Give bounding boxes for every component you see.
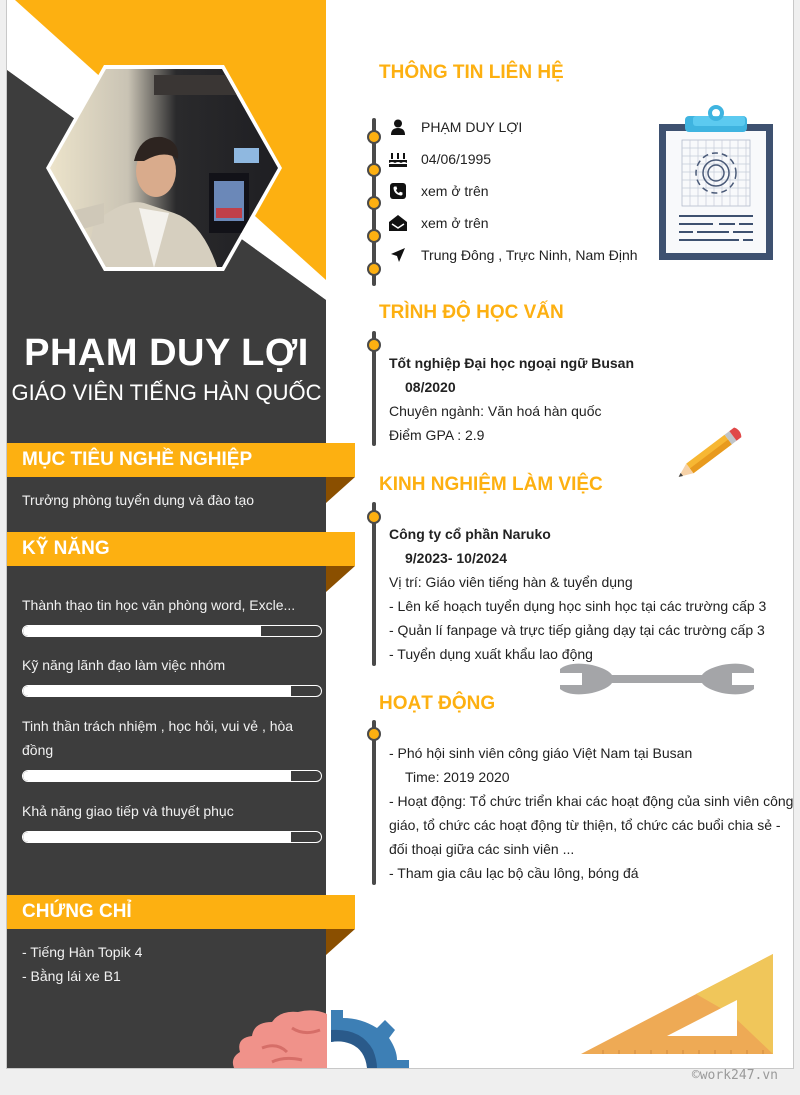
education-date: 08/2020 [405, 379, 456, 395]
contact-address-row [389, 243, 638, 267]
contact-name-row [389, 115, 522, 139]
location-arrow-icon [389, 246, 407, 264]
avatar [44, 63, 284, 278]
education-major: Chuyên ngành: Văn hoá hàn quốc [389, 403, 602, 419]
skill-label: Thành thạo tin học văn phòng word, Excle... [22, 597, 296, 613]
education-school: Tốt nghiệp Đại học ngoại ngữ Busan [389, 355, 635, 371]
timeline-line [372, 720, 376, 885]
contact-email-row [389, 211, 489, 235]
activity-line: - Hoạt động: Tổ chức triển khai các hoạt động của sinh viên công giáo, tổ chức các hoạt động từ thiện, tổ chức các buổi chia sẻ - đối thoại giữa các sinh viên ... [389, 793, 794, 857]
contact-email: xem ở trên [421, 215, 489, 231]
activity-time: Time: 2019 2020 [405, 769, 510, 785]
certificate-item: - Bằng lái xe B1 [22, 968, 121, 984]
envelope-open-icon [389, 214, 407, 232]
section-header-experience: KINH NGHIỆM LÀM VIỆC [379, 474, 603, 495]
contact-birthday: 04/06/1995 [421, 151, 492, 167]
skill-item [22, 593, 322, 637]
timeline-dot [367, 338, 381, 352]
skill-progress-bar [22, 685, 322, 697]
timeline-dot [367, 196, 381, 210]
timeline-line [372, 502, 376, 666]
skill-item [22, 714, 322, 782]
contact-birthday-row [389, 147, 491, 171]
cv-page [6, 0, 794, 1069]
profile-header [7, 330, 326, 408]
section-header-objective: MỤC TIÊU NGHỀ NGHIỆP [7, 443, 355, 477]
contact-phone-row [389, 179, 489, 203]
skill-progress-fill [23, 771, 291, 781]
activities-entry [389, 741, 794, 885]
skill-progress-fill [23, 686, 291, 696]
skill-label: Tinh thần trách nhiệm , học hỏi, vui vẻ , hòa đồng [22, 718, 294, 758]
section-header-certificates: CHỨNG CHỈ [7, 895, 355, 929]
timeline-dot [367, 510, 381, 524]
skill-item [22, 653, 322, 697]
education-entry [389, 351, 634, 447]
skill-progress-bar [22, 770, 322, 782]
clipboard-icon [657, 104, 775, 262]
section-header-contact: THÔNG TIN LIÊN HỆ [379, 62, 564, 83]
timeline-dot [367, 130, 381, 144]
objective-text: Trưởng phòng tuyển dụng và đào tạo [22, 492, 255, 508]
experience-date: 9/2023- 10/2024 [405, 550, 507, 566]
timeline-dot [367, 163, 381, 177]
experience-company: Công ty cổ phần Naruko [389, 526, 551, 542]
experience-duty: - Tuyển dụng xuất khẩu lao động [389, 646, 593, 662]
skill-progress-bar [22, 831, 322, 843]
experience-duty: - Quản lí fanpage và trực tiếp giảng dạy tại các trường cấp 3 [389, 622, 765, 638]
section-header-skills: KỸ NĂNG [7, 532, 355, 566]
watermark: ©work247.vn [691, 1068, 778, 1083]
brain-icon [232, 1008, 327, 1068]
skill-label: Khả năng giao tiếp và thuyết phục [22, 803, 234, 819]
certificate-item: - Tiếng Hàn Topik 4 [22, 944, 143, 960]
ribbon-fold [326, 477, 355, 503]
contact-phone: xem ở trên [421, 183, 489, 199]
skill-item [22, 799, 322, 843]
pencil-icon [669, 422, 749, 486]
birthday-cake-icon [389, 150, 407, 168]
ribbon-fold [326, 566, 355, 592]
contact-address: Trung Đông , Trực Ninh, Nam Định [421, 247, 638, 263]
timeline-dot [367, 262, 381, 276]
set-square-icon [581, 954, 775, 1056]
section-header-education: TRÌNH ĐỘ HỌC VẤN [379, 302, 564, 323]
timeline-dot [367, 229, 381, 243]
skill-progress-bar [22, 625, 322, 637]
activity-line: - Phó hội sinh viên công giáo Việt Nam tại Busan [389, 745, 693, 761]
skill-progress-fill [23, 626, 261, 636]
activity-line: - Tham gia câu lạc bộ cầu lông, bóng đá [389, 865, 639, 881]
section-header-activities: HOẠT ĐỘNG [379, 693, 496, 714]
skill-label: Kỹ năng lãnh đạo làm việc nhóm [22, 657, 226, 673]
gear-icon [331, 1010, 421, 1068]
timeline-dot [367, 727, 381, 741]
wrench-icon [560, 663, 754, 695]
contact-name: PHẠM DUY LỢI [421, 119, 523, 135]
candidate-name: PHẠM DUY LỢI [24, 332, 309, 374]
experience-duty: - Lên kế hoạch tuyển dụng học sinh học tại các trường cấp 3 [389, 598, 767, 614]
ribbon-fold [326, 929, 355, 955]
skill-progress-fill [23, 832, 291, 842]
phone-icon [389, 182, 407, 200]
education-gpa: Điểm GPA : 2.9 [389, 427, 485, 443]
experience-entry [389, 522, 766, 666]
experience-position: Vị trí: Giáo viên tiếng hàn & tuyển dụng [389, 574, 633, 590]
candidate-role: GIÁO VIÊN TIẾNG HÀN QUỐC [11, 380, 322, 405]
person-icon [389, 118, 407, 136]
